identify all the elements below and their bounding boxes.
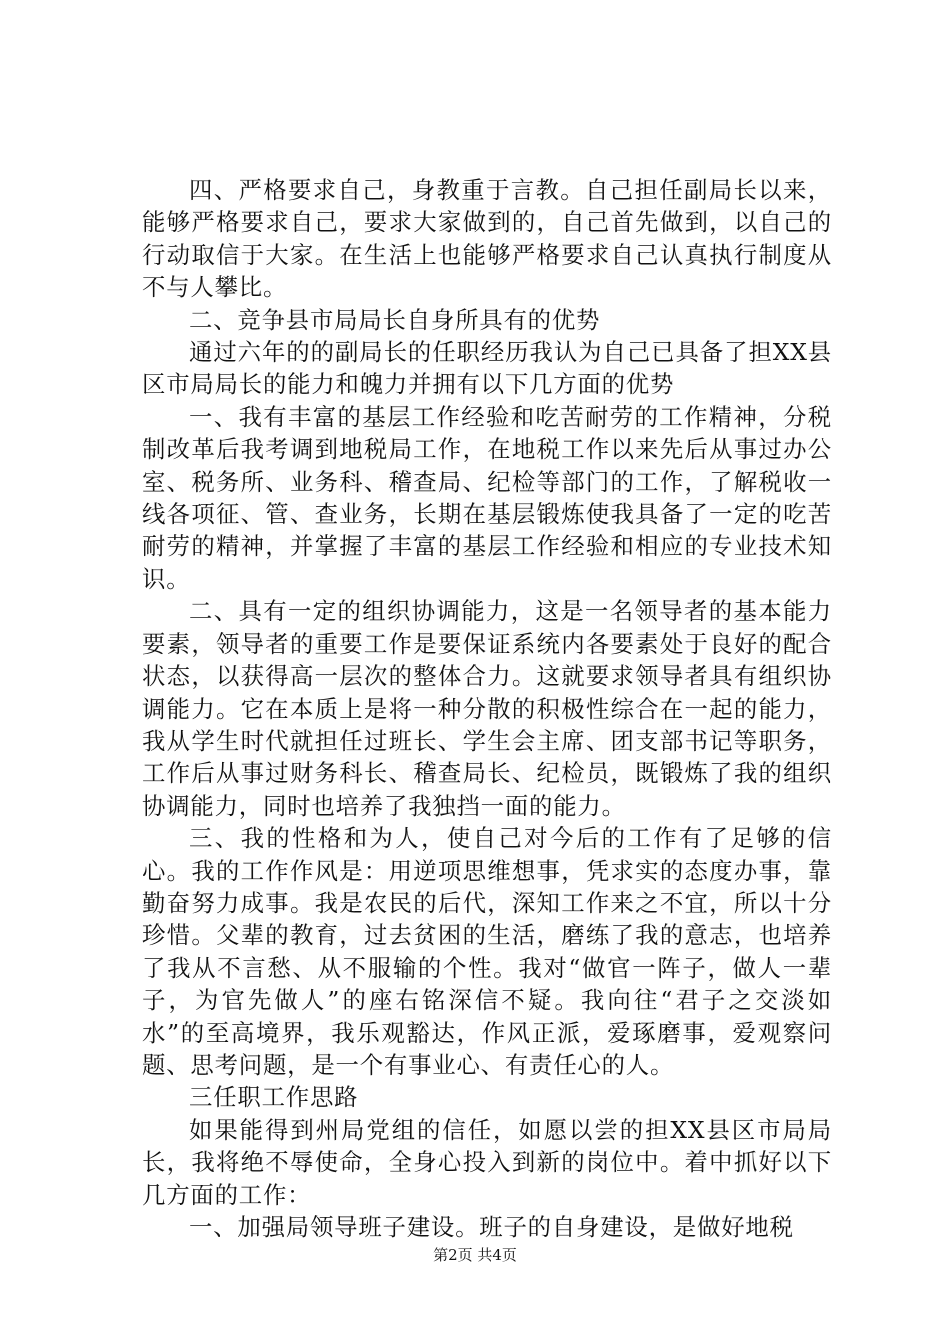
paragraph-team-building: 一、加强局领导班子建设。班子的自身建设，是做好地税 — [189, 1213, 794, 1241]
document-body — [142, 174, 832, 1243]
paragraph-character: 三、我的性格和为人，使自己对今后的工作有了足够的信心。我的工作作风是：用逆项思维想事，凭求实的态度办事，靠勤奋努力成事。我是农民的后代，深知工作来之不宜，所以十分珍惜。父辈的教育，过去贫困的生活，磨练了我的意志，也培养了我从不言愁、从不服输的个性。我对“做官一阵子，做人一辈子，为官先做人”的座右铭深信不疑。我向往“君子之交淡如水”的至高境界，我乐观豁达，作风正派，爱琢磨事，爱观察问题、思考问题，是一个有事业心、有责任心的人。 — [142, 824, 832, 1079]
paragraph-self-discipline: 四、严格要求自己，身教重于言教。自己担任副局长以来，能够严格要求自己，要求大家做到的，自己首先做到，以自己的行动取信于大家。在生活上也能够严格要求自己认真执行制度从不与人攀比。 — [142, 176, 832, 302]
paragraph-work-plan-intro: 如果能得到州局党组的信任，如愿以尝的担XX县区市局局长，我将绝不辱使命，全身心投入到新的岗位中。着中抓好以下几方面的工作： — [142, 1115, 832, 1209]
paragraph-grassroots-experience: 一、我有丰富的基层工作经验和吃苦耐劳的工作精神，分税制改革后我考调到地税局工作，在地税工作以来先后从事过办公室、税务所、业务科、稽查局、纪检等部门的工作，了解税收一线各项征、管、查业务，长期在基层锻炼使我具备了一定的吃苦耐劳的精神，并掌握了丰富的基层工作经验和相应的专业技术知识。 — [142, 402, 832, 593]
section-heading-work-plan: 三任职工作思路 — [189, 1083, 359, 1112]
paragraph-coordination-ability: 二、具有一定的组织协调能力，这是一名领导者的基本能力要素，领导者的重要工作是要保证系统内各要素处于良好的配合状态，以获得高一层次的整体合力。这就要求领导者具有组织协调能力。它在本质上是将一种分散的积极性综合在一起的能力，我从学生时代就担任过班长、学生会主席、团支部书记等职务，工作后从事过财务科长、稽查局长、纪检员，既锻炼了我的组织协调能力，同时也培养了我独挡一面的能力。 — [142, 597, 832, 820]
paragraph-advantages-intro: 通过六年的的副局长的任职经历我认为自己已具备了担XX县区市局局长的能力和魄力并拥有以下几方面的优势 — [142, 338, 832, 399]
section-heading-advantages: 二、竞争县市局局长自身所具有的优势 — [189, 305, 601, 334]
page-number-footer: 第2页 共4页 — [433, 1246, 517, 1264]
